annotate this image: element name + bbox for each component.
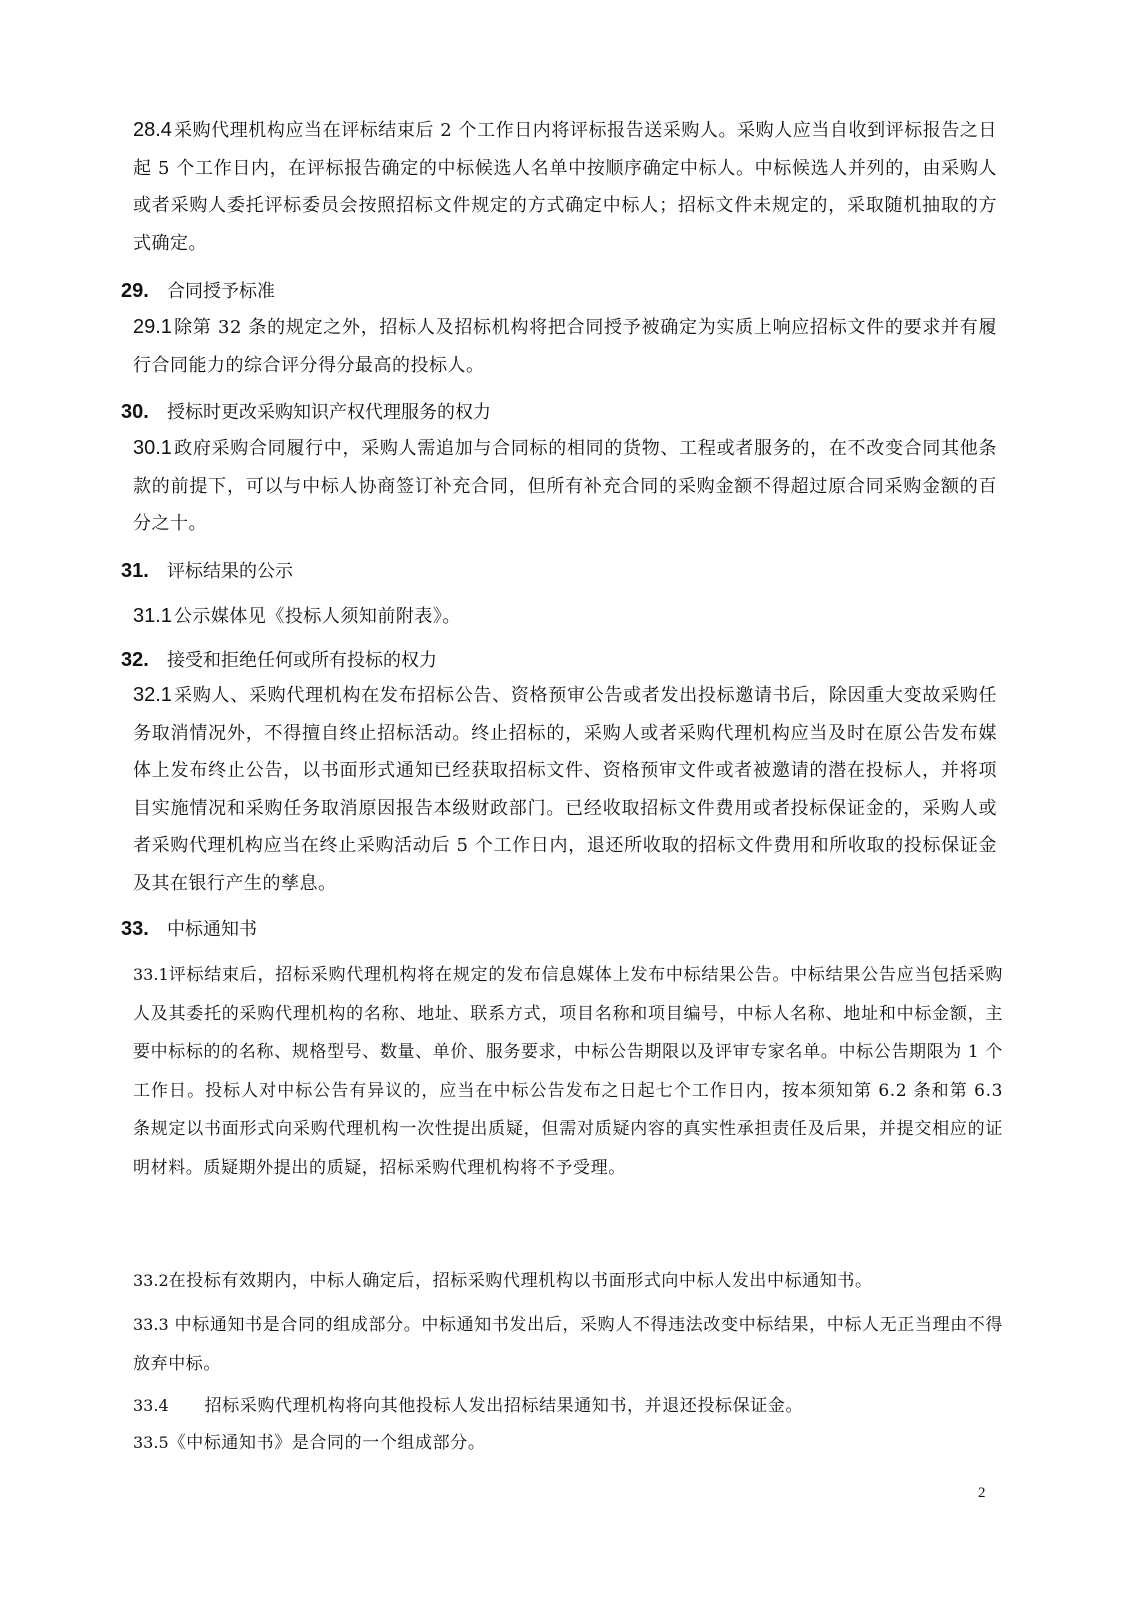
heading-title: 授标时更改采购知识产权代理服务的权力 — [167, 402, 491, 423]
clause-text: 采购人、采购代理机构在发布招标公告、资格预审公告或者发出投标邀请书后，除因重大变故采购任务取消情况外，不得擅自终止招标活动。终止招标的，采购人或者采购代理机构应当及时在原公告发布媒体上发布终止公告，以书面形式通知已经获取招标文件、资格预审文件或者被邀请的潜在投标人，并将项目实施情况和采购任务取消原因报告本级财政部门。已经收取招标文件费用或者投标保证金的，采购人或者采购代理机构应当在终止采购活动后 5 个工作日内，退还所收取的招标文件费用和所收取的投标保证金及其在银行产生的孳息。 — [133, 685, 997, 894]
clause-text: 政府采购合同履行中，采购人需追加与合同标的相同的货物、工程或者服务的，在不改变合同其他条款的前提下，可以与中标人协商签订补充合同，但所有补充合同的采购金额不得超过原合同采购金额的百分之十。 — [133, 438, 997, 534]
clause-28-4 — [133, 112, 997, 262]
clause-number: 33.4 — [133, 1396, 169, 1415]
heading-title: 接受和拒绝任何或所有投标的权力 — [167, 650, 437, 671]
heading-title: 评标结果的公示 — [167, 561, 293, 582]
clause-33-2 — [133, 1262, 1003, 1301]
heading-number: 30. — [121, 401, 149, 423]
clause-text: 中标通知书是合同的组成部分。中标通知书发出后，采购人不得违法改变中标结果，中标人无正当理由不得放弃中标。 — [133, 1315, 1003, 1374]
heading-32 — [121, 645, 437, 676]
clause-33-4 — [133, 1387, 1003, 1426]
clause-33-5 — [133, 1424, 1003, 1463]
heading-number: 29. — [121, 280, 149, 302]
clause-33-3 — [133, 1306, 1003, 1383]
heading-number: 33. — [121, 918, 149, 940]
clause-30-1 — [133, 430, 997, 543]
heading-30 — [121, 397, 491, 428]
clause-text: 采购代理机构应当在评标结束后 2 个工作日内将评标报告送采购人。采购人应当自收到评标报告之日起 5 个工作日内，在评标报告确定的中标候选人名单中按顺序确定中标人。中标候选人并列的，由采购人或者采购人委托评标委员会按照招标文件规定的方式确定中标人；招标文件未规定的，采取随机抽取的方式确定。 — [133, 120, 997, 254]
clause-31-1 — [133, 598, 997, 636]
heading-title: 中标通知书 — [167, 919, 257, 940]
clause-number: 32.1 — [133, 684, 172, 706]
clause-number: 33.3 — [133, 1315, 169, 1334]
heading-29 — [121, 276, 275, 307]
clause-29-1 — [133, 309, 997, 384]
clause-text: 公示媒体见《投标人须知前附表》。 — [173, 606, 461, 627]
clause-text: 《中标通知书》是合同的一个组成部分。 — [168, 1433, 486, 1453]
page-number: 2 — [978, 1485, 986, 1501]
clause-number: 30.1 — [133, 437, 172, 459]
clause-number: 33.2 — [133, 1271, 169, 1290]
clause-text: 评标结束后，招标采购代理机构将在规定的发布信息媒体上发布中标结果公告。中标结果公告应当包括采购人及其委托的采购代理机构的名称、地址、联系方式，项目名称和项目编号，中标人名称、地址和中标金额，主要中标标的的名称、规格型号、数量、单价、服务要求，中标公告期限以及评审专家名单。中标公告期限为 1 个工作日。投标人对中标公告有异议的，应当在中标公告发布之日起七个工作日内，按本须知第 6.2 条和第 6.3 条规定以书面形式向采购代理机构一次性提出质疑，但需对质疑内容的真实性承担责任及后果，并提交相应的证明材料。质疑期外提出的质疑，招标采购代理机构将不予受理。 — [133, 965, 1003, 1178]
heading-title: 合同授予标准 — [167, 281, 275, 302]
clause-number: 28.4 — [133, 119, 172, 141]
clause-number: 33.5 — [133, 1433, 169, 1452]
clause-text: 招标采购代理机构将向其他投标人发出招标结果通知书，并退还投标保证金。 — [204, 1396, 804, 1416]
heading-31 — [121, 556, 293, 587]
clause-number: 31.1 — [133, 605, 172, 627]
clause-number: 29.1 — [133, 316, 172, 338]
clause-number: 33.1 — [133, 965, 169, 984]
clause-text: 除第 32 条的规定之外，招标人及招标机构将把合同授予被确定为实质上响应招标文件的要求并有履行合同能力的综合评分得分最高的投标人。 — [133, 317, 997, 376]
clause-32-1 — [133, 677, 997, 902]
clause-text: 在投标有效期内，中标人确定后，招标采购代理机构以书面形式向中标人发出中标通知书。 — [168, 1271, 873, 1291]
heading-33 — [121, 914, 257, 945]
heading-number: 32. — [121, 649, 149, 671]
heading-number: 31. — [121, 560, 149, 582]
clause-33-1 — [133, 956, 1003, 1187]
